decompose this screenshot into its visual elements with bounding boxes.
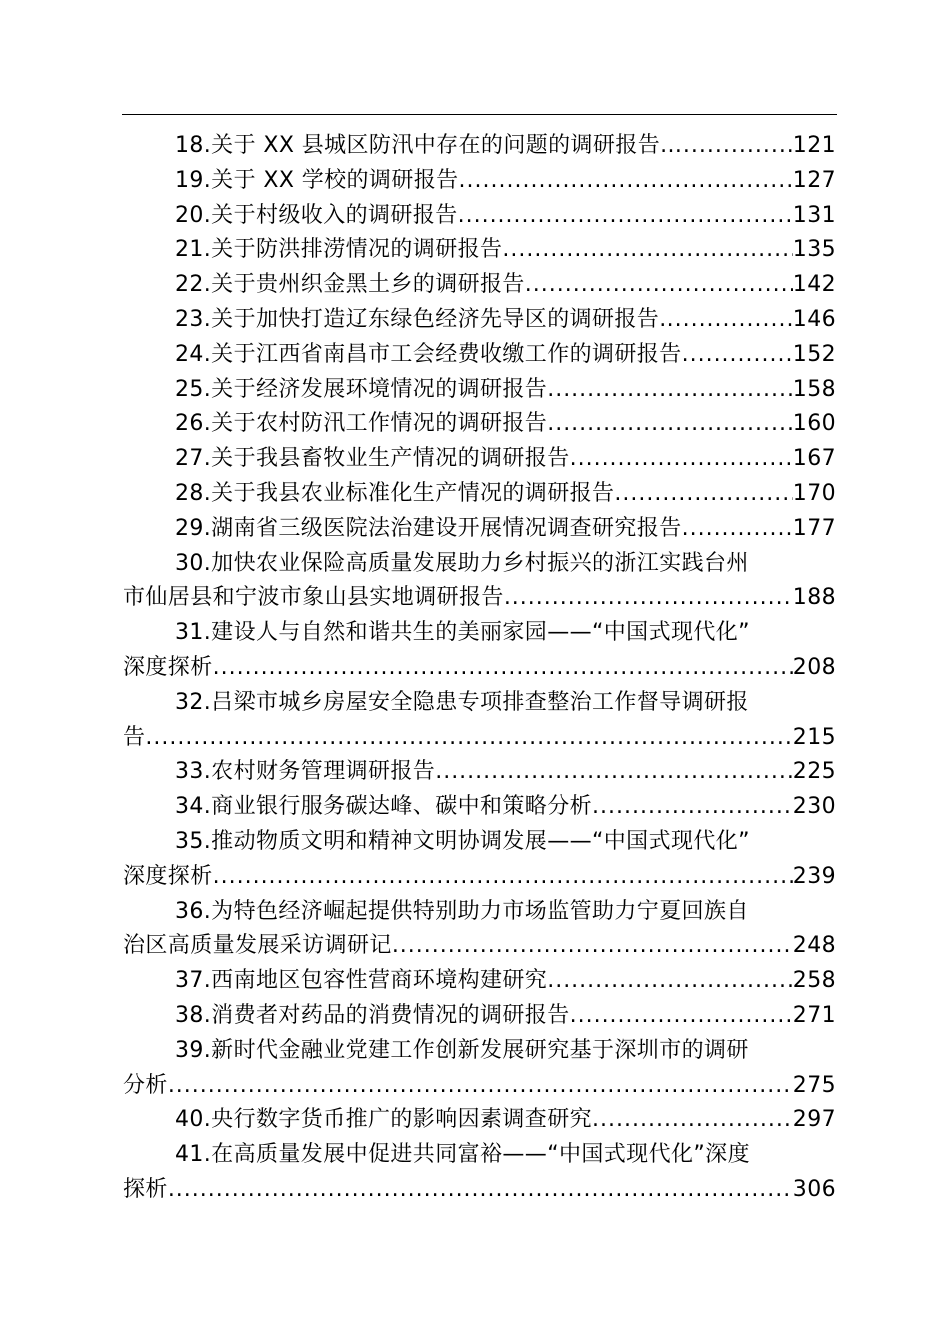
toc-entry-title: 分析	[123, 1072, 168, 1098]
toc-entry-title: 20.关于村级收入的调研报告	[175, 202, 458, 228]
toc-entry-title: 27.关于我县畜牧业生产情况的调研报告	[175, 446, 570, 472]
toc-page-number: 167	[792, 446, 836, 472]
toc-entry	[123, 303, 836, 338]
toc-page-number: 306	[792, 1176, 836, 1202]
toc-entry-title: 38.消费者对药品的消费情况的调研报告	[175, 1002, 570, 1028]
toc-entry	[123, 790, 836, 825]
toc-entry	[123, 199, 836, 234]
toc-entry	[123, 999, 836, 1034]
toc-entry	[123, 686, 836, 756]
toc-entry-title: 告	[123, 724, 146, 750]
toc-entry-line	[123, 268, 836, 303]
dot-leader	[547, 964, 793, 999]
toc-entry-line	[123, 860, 836, 895]
toc-page-number: 152	[792, 341, 836, 367]
toc-entry-line	[123, 1034, 836, 1069]
dot-leader	[392, 929, 793, 964]
toc-entry-title: 市仙居县和宁波市象山县实地调研报告	[123, 585, 504, 611]
toc-entry-line	[123, 407, 836, 442]
toc-entry-line	[123, 1138, 836, 1173]
toc-entry	[123, 1103, 836, 1138]
toc-entry	[123, 407, 836, 442]
toc-page-number: 230	[792, 794, 836, 820]
toc-page-number: 188	[792, 585, 836, 611]
toc-entry	[123, 825, 836, 895]
toc-entry	[123, 233, 836, 268]
toc-page-number: 142	[792, 272, 836, 298]
toc-page-number: 177	[792, 515, 836, 541]
toc-entry-line	[123, 373, 836, 408]
toc-entry-line	[123, 790, 836, 825]
toc-entry-title: 29.湖南省三级医院法治建设开展情况调查研究报告	[175, 515, 682, 541]
toc-entry-title: 30.加快农业保险高质量发展助力乡村振兴的浙江实践台州	[175, 550, 749, 576]
toc-entry-line	[123, 895, 836, 930]
toc-entry-line	[123, 964, 836, 999]
toc-entry	[123, 755, 836, 790]
toc-page-number: 170	[792, 480, 836, 506]
toc-entry-line	[123, 1069, 836, 1104]
toc-entry-title: 31.建设人与自然和谐共生的美丽家园——“中国式现代化”	[175, 620, 750, 646]
toc-entry	[123, 616, 836, 686]
dot-leader	[459, 164, 793, 199]
toc-entry	[123, 442, 836, 477]
toc-entry-title: 探析	[123, 1176, 168, 1202]
dot-leader	[213, 860, 793, 895]
toc-entry-title: 40.央行数字货币推广的影响因素调查研究	[175, 1107, 592, 1133]
dot-leader	[570, 999, 793, 1034]
toc-entry-line	[123, 129, 836, 164]
toc-entry-line	[123, 581, 836, 616]
dot-leader	[168, 1173, 793, 1208]
dot-leader	[525, 268, 793, 303]
dot-leader	[592, 790, 793, 825]
toc-entry-line	[123, 442, 836, 477]
toc-entry	[123, 164, 836, 199]
dot-leader	[682, 512, 793, 547]
toc-entry-line	[123, 755, 836, 790]
toc-entry-title: 28.关于我县农业标准化生产情况的调研报告	[175, 480, 615, 506]
toc-page-number: 275	[792, 1072, 836, 1098]
toc-entry-title: 26.关于农村防汛工作情况的调研报告	[175, 411, 548, 437]
toc-entry	[123, 512, 836, 547]
toc-entry-title: 24.关于江西省南昌市工会经费收缴工作的调研报告	[175, 341, 682, 367]
toc-entry-line	[123, 303, 836, 338]
dot-leader	[570, 442, 793, 477]
dot-leader	[547, 373, 793, 408]
toc-entry-line	[123, 1103, 836, 1138]
toc-page-number: 160	[792, 411, 836, 437]
toc-entry-title: 36.为特色经济崛起提供特别助力市场监管助力宁夏回族自	[175, 898, 749, 924]
toc-entry-line	[123, 512, 836, 547]
toc-entry-line	[123, 929, 836, 964]
toc-page-number: 225	[792, 759, 836, 785]
dot-leader	[592, 1103, 793, 1138]
toc-entry-title: 19.关于 XX 学校的调研报告	[175, 167, 459, 193]
toc-entry-title: 21.关于防洪排涝情况的调研报告	[175, 237, 503, 263]
toc-entry-title: 22.关于贵州织金黑土乡的调研报告	[175, 272, 525, 298]
toc-page-number: 239	[792, 863, 836, 889]
toc-page-number: 121	[792, 133, 836, 158]
dot-leader	[614, 477, 792, 512]
toc-entry-title: 41.在高质量发展中促进共同富裕——“中国式现代化”深度	[175, 1142, 750, 1168]
dot-leader	[547, 407, 793, 442]
toc-entry-line	[123, 651, 836, 686]
toc-entry-title: 深度探析	[123, 863, 213, 889]
toc-page-number: 271	[792, 1002, 836, 1028]
toc-entry	[123, 1138, 836, 1208]
dot-leader	[504, 581, 793, 616]
toc-page-number: 215	[792, 724, 836, 750]
dot-leader	[435, 755, 793, 790]
toc-entry-line	[123, 825, 836, 860]
toc-entry	[123, 129, 836, 164]
dot-leader	[458, 199, 793, 234]
toc-entry-line	[123, 199, 836, 234]
dot-leader	[502, 233, 792, 268]
toc-entry-title: 33.农村财务管理调研报告	[175, 759, 436, 785]
toc-page-number: 146	[792, 306, 836, 332]
toc-entry-line	[123, 164, 836, 199]
toc-entry-title: 治区高质量发展采访调研记	[123, 933, 392, 959]
toc-entry-title: 18.关于 XX 县城区防汛中存在的问题的调研报告..	[175, 133, 675, 158]
toc-entry-line	[123, 233, 836, 268]
toc-entry-line	[123, 1173, 836, 1208]
toc-entry	[123, 373, 836, 408]
toc-entry-title: 39.新时代金融业党建工作创新发展研究基于深圳市的调研	[175, 1037, 749, 1063]
toc-entry-line	[123, 477, 836, 512]
toc-entry-title: 23.关于加快打造辽东绿色经济先导区的调研报告.	[175, 306, 667, 332]
toc-page-number: 258	[792, 968, 836, 994]
toc-entry-line	[123, 616, 836, 651]
dot-leader	[145, 721, 792, 756]
toc-entry-title: 25.关于经济发展环境情况的调研报告	[175, 376, 548, 402]
table-of-contents	[123, 129, 836, 1208]
dot-leader	[675, 129, 793, 164]
toc-entry	[123, 268, 836, 303]
toc-entry-title: 32.吕梁市城乡房屋安全隐患专项排查整治工作督导调研报	[175, 689, 749, 715]
toc-page-number: 248	[792, 933, 836, 959]
toc-entry-title: 37.西南地区包容性营商环境构建研究	[175, 968, 548, 994]
dot-leader	[168, 1069, 793, 1104]
toc-entry	[123, 964, 836, 999]
toc-page-number: 135	[792, 237, 836, 263]
toc-entry-line	[123, 686, 836, 721]
toc-entry	[123, 547, 836, 617]
toc-entry	[123, 895, 836, 965]
toc-entry-line	[123, 999, 836, 1034]
toc-entry	[123, 338, 836, 373]
toc-entry-line	[123, 338, 836, 373]
toc-page-number: 131	[792, 202, 836, 228]
dot-leader	[667, 303, 793, 338]
dot-leader	[213, 651, 793, 686]
toc-page-number: 208	[792, 654, 836, 680]
toc-entry-line	[123, 547, 836, 582]
toc-entry	[123, 477, 836, 512]
header-rule	[122, 114, 837, 115]
toc-page-number: 158	[792, 376, 836, 402]
toc-page-number: 127	[792, 167, 836, 193]
toc-entry-title: 35.推动物质文明和精神文明协调发展——“中国式现代化”	[175, 828, 750, 854]
toc-page-number: 297	[792, 1107, 836, 1133]
toc-entry-title: 34.商业银行服务碳达峰、碳中和策略分析	[175, 794, 592, 820]
toc-entry-line	[123, 721, 836, 756]
toc-entry	[123, 1034, 836, 1104]
dot-leader	[682, 338, 793, 373]
toc-entry-title: 深度探析	[123, 654, 213, 680]
